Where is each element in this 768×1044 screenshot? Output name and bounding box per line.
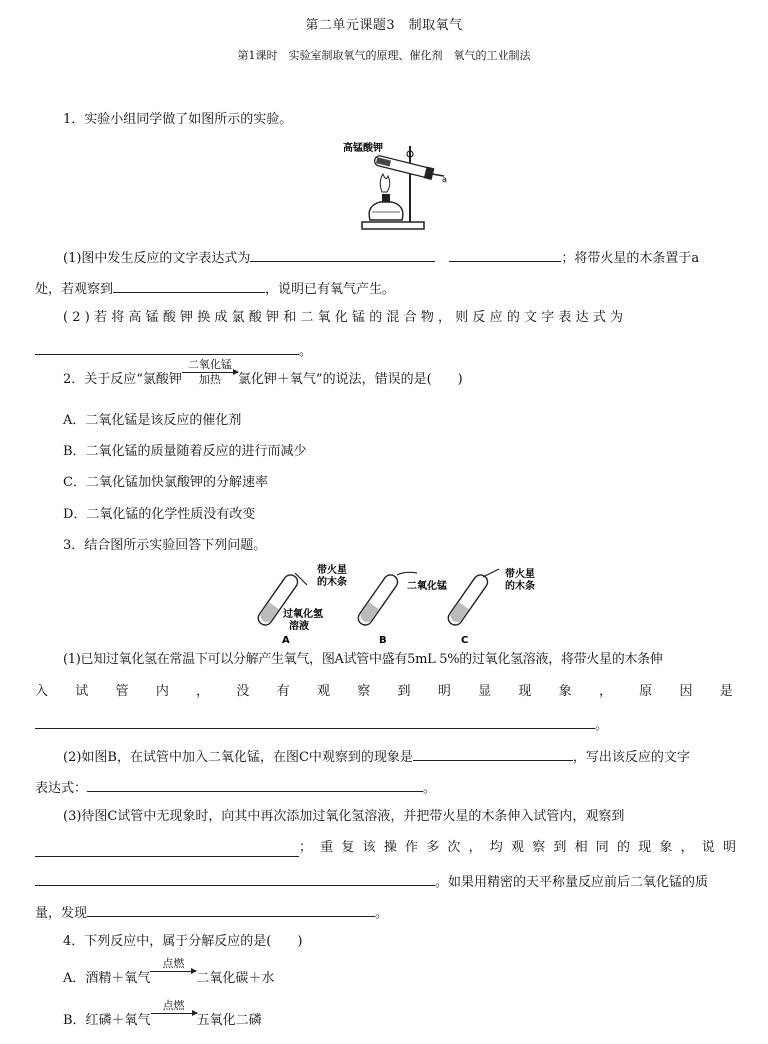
q3-fig-a-text4: 溶液 <box>289 621 309 632</box>
q3-part3-line1: (3)待图C试管中无现象时，向其中再次添加过氧化氢溶液，并把带火星的木条伸入试管内，观察到 <box>63 809 625 824</box>
q3-answer-blank-reason[interactable] <box>35 714 595 729</box>
q1-part1-line1: (1)图中发生反应的文字表达式为 ；将带火星的木条置于a <box>63 247 699 268</box>
q1-part2-line1: (2)若将高锰酸钾换成氯酸钾和二氧化锰的混合物，则反应的文字表达式为 <box>63 310 628 325</box>
q3-answer-blank-mass[interactable] <box>87 902 375 917</box>
q3-part2-line2: 表达式： 。 <box>35 777 436 798</box>
q4-option-a-arrow: 点燃 <box>150 958 196 985</box>
q3-answer-blank-phenomenon[interactable] <box>413 746 573 761</box>
q2-reaction-arrow: 二氧化锰 加热 <box>182 359 238 386</box>
q1-part2-line2: 。 <box>35 340 312 361</box>
q3-fig-c-text1: 带火星 <box>505 569 535 580</box>
q4-option-b-arrow: 点燃 <box>151 1000 197 1027</box>
q2-option-d[interactable]: D．二氧化锰的化学性质没有改变 <box>63 507 256 522</box>
q1-apparatus-figure <box>340 138 450 233</box>
q2-stem: 2．关于反应“氯酸钾 二氧化锰 加热 氯化钾＋氧气”的说法，错误的是( ) <box>63 358 463 387</box>
q3-fig-label-c: C <box>461 635 469 645</box>
q3-answer-blank-expression[interactable] <box>87 777 423 792</box>
q4-option-a[interactable]: A．酒精＋氧气 点燃 二氧化碳＋水 <box>63 957 275 986</box>
q3-part3-line4: 量，发现 。 <box>35 902 388 923</box>
q2-option-b[interactable]: B．二氧化锰的质量随着反应的进行而减少 <box>63 444 307 459</box>
q3-answer-blank-conclusion[interactable] <box>35 871 435 886</box>
q3-part3-line3: 。如果用精密的天平称量反应前后二氧化锰的质 <box>35 871 708 892</box>
q3-fig-label-a: A <box>282 635 290 645</box>
q2-option-a[interactable]: A．二氧化锰是该反应的催化剂 <box>63 413 242 428</box>
q4-stem: 4．下列反应中，属于分解反应的是( ) <box>63 934 303 949</box>
q3-fig-label-b: B <box>379 635 387 645</box>
q1-figure-point-a: a <box>442 175 447 184</box>
q3-stem: 3．结合图所示实验回答下列问题。 <box>63 538 267 553</box>
q1-figure-label: 高锰酸钾 <box>343 143 383 154</box>
q4-option-b[interactable]: B．红磷＋氧气 点燃 五氧化二磷 <box>63 999 262 1028</box>
q3-fig-b-text: 二氧化锰 <box>407 581 447 592</box>
q3-part1-line3: 。 <box>35 714 608 735</box>
q3-fig-a-text3: 过氧化氢 <box>283 609 323 620</box>
q3-part3-line2: ；重复该操作多次，均观察到相同的现象，说明 <box>35 839 733 857</box>
q3-part1-line2: 入 试 管 内 ， 没 有 观 察 到 明 显 现 象 ， 原 因 是 <box>35 684 733 699</box>
q3-testtube-figure <box>255 563 555 645</box>
q1-answer-blank-chlorate-equation[interactable] <box>35 340 299 355</box>
q3-fig-a-text1: 带火星 <box>317 565 347 576</box>
q2-option-c[interactable]: C．二氧化锰加快氯酸钾的分解速率 <box>63 475 268 490</box>
q3-fig-a-text2: 的木条 <box>317 577 347 588</box>
q1-part1-line2: 处，若观察到 ，说明已有氧气产生。 <box>35 278 395 299</box>
page-title: 第二单元课题3 制取氧气 <box>305 18 463 33</box>
q1-answer-blank-observation[interactable] <box>113 278 265 293</box>
q3-part1-line1: (1)已知过氧化氢在常温下可以分解产生氧气，图A试管中盛有5mL 5%的过氧化氢溶液，将带火星的木条伸 <box>63 652 663 667</box>
q1-answer-blank-equation-2[interactable] <box>449 247 561 262</box>
q1-answer-blank-equation[interactable] <box>250 247 435 262</box>
q3-part2-line1: (2)如图B，在试管中加入二氧化锰，在图C中观察到的现象是 ，写出该反应的文字 <box>63 746 690 767</box>
q3-fig-c-text2: 的木条 <box>505 581 535 592</box>
q1-stem: 1．实验小组同学做了如图所示的实验。 <box>63 112 293 127</box>
q3-answer-blank-observe[interactable] <box>35 842 299 857</box>
page-subtitle: 第1课时 实验室制取氧气的原理、催化剂 氧气的工业制法 <box>237 49 531 62</box>
